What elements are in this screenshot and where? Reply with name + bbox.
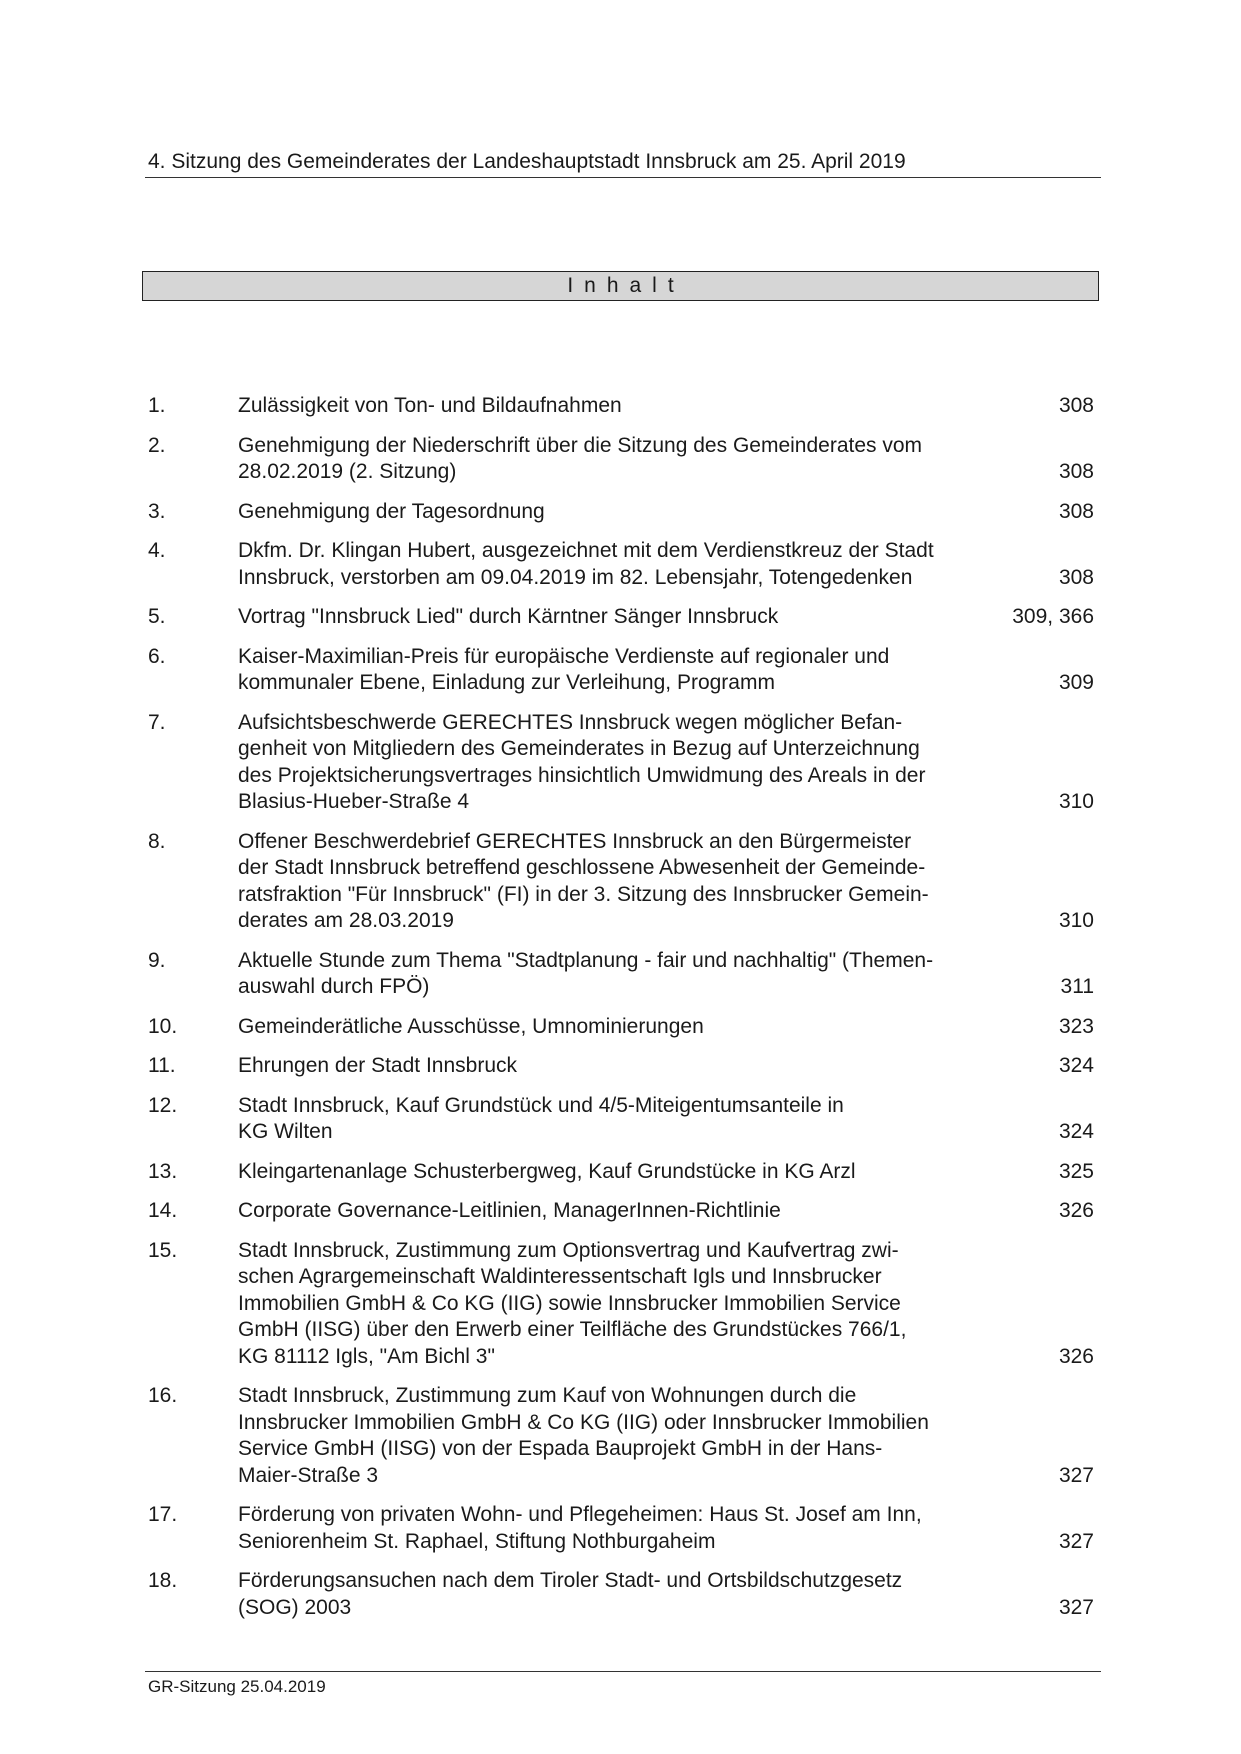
toc-entry-number: 3. [148, 499, 166, 523]
toc-entry [148, 1502, 1094, 1555]
toc-entry-title-line: Innsbrucker Immobilien GmbH & Co KG (IIG) oder Innsbrucker Immobilien [238, 1410, 929, 1434]
toc-entry-page: 325 [1058, 1159, 1094, 1183]
document-header: 4. Sitzung des Gemeinderates der Landeshauptstadt Innsbruck am 25. April 2019 [148, 150, 906, 173]
toc-entry-number: 11. [148, 1054, 176, 1077]
toc-entry-title [238, 1383, 1059, 1489]
toc-entry-title-line: Blasius-Hueber-Straße 4 [238, 790, 470, 813]
toc-entry-number: 7. [148, 710, 166, 734]
toc-entry-title [238, 948, 1061, 1001]
toc-entry-title-line: ratsfraktion "Für Innsbruck" (FI) in der 3. Sitzung des Innsbrucker Gemein- [238, 882, 929, 906]
toc-entry [148, 604, 1094, 631]
toc-entry-title [238, 829, 1059, 935]
toc-entry-page: 309 [1058, 671, 1094, 694]
toc-entry-title-line: kommunaler Ebene, Einladung zur Verleihung, Programm [238, 671, 775, 694]
toc-entry-number: 1. [148, 394, 166, 417]
toc-entry [148, 1159, 1094, 1186]
toc-entry-title-line: derates am 28.03.2019 [238, 909, 454, 932]
toc-entry-title-line: Kaiser-Maximilian-Preis für europäische Verdienste auf regionaler und [238, 644, 890, 668]
toc-entry-title-line: Stadt Innsbruck, Kauf Grundstück und 4/5-Miteigentumsanteile in [238, 1093, 844, 1117]
toc-entry [148, 710, 1094, 816]
toc-entry-title [238, 1159, 1059, 1186]
toc-entry-number: 4. [148, 539, 166, 562]
toc-entry-page: 310 [1058, 790, 1094, 813]
toc-entry-number: 14. [148, 1199, 178, 1222]
toc-entry-page: 324 [1058, 1054, 1094, 1077]
toc-entry-title-line: Service GmbH (IISG) von der Espada Bauprojekt GmbH in der Hans- [238, 1437, 883, 1460]
toc-entry-title-line: Vortrag "Innsbruck Lied" durch Kärntner Sänger Innsbruck [238, 605, 779, 628]
toc-entry [148, 1383, 1094, 1489]
toc-entry [148, 499, 1094, 526]
toc-entry-title-line: 28.02.2019 (2. Sitzung) [238, 460, 457, 483]
toc-entry-page: 326 [1058, 1199, 1094, 1222]
toc-entry-page: 309, 366 [1012, 605, 1094, 628]
toc-entry-page: 311 [1060, 975, 1094, 998]
toc-entry-title-line: Aktuelle Stunde zum Thema "Stadtplanung - fair und nachhaltig" (Themen- [238, 948, 934, 972]
toc-entry-title-line: Seniorenheim St. Raphael, Stiftung Nothburgaheim [238, 1529, 716, 1553]
toc-entry-title [238, 1568, 1059, 1621]
toc-entry-title [238, 1238, 1059, 1371]
toc-entry-title [238, 538, 1059, 591]
toc-entry-title [238, 1093, 1059, 1146]
toc-entry-page: 310 [1058, 909, 1094, 932]
toc-entry-title-line: schen Agrargemeinschaft Waldinteressentschaft Igls und Innsbrucker [238, 1265, 882, 1288]
toc-entry-title-line: Kleingartenanlage Schusterbergweg, Kauf Grundstücke in KG Arzl [238, 1159, 856, 1183]
toc-entry-title [238, 499, 1059, 526]
toc-entry-number: 2. [148, 433, 166, 457]
toc-entry-title-line: (SOG) 2003 [238, 1595, 352, 1619]
toc-entry-number: 6. [148, 644, 166, 668]
header-divider [145, 177, 1101, 178]
toc-entry-title-line: der Stadt Innsbruck betreffend geschlossene Abwesenheit der Gemeinde- [238, 856, 926, 879]
toc-entry [148, 644, 1094, 697]
toc-entry-page: 308 [1058, 460, 1094, 483]
table-of-contents [148, 393, 1094, 1634]
toc-entry [148, 538, 1094, 591]
toc-entry-title-line: auswahl durch FPÖ) [238, 975, 430, 998]
toc-entry [148, 433, 1094, 486]
toc-entry-title-line: Stadt Innsbruck, Zustimmung zum Kauf von Wohnungen durch die [238, 1384, 857, 1407]
toc-entry-title-line: des Projektsicherungsvertrages hinsichtlich Umwidmung des Areals in der [238, 763, 926, 787]
toc-entry [148, 1093, 1094, 1146]
toc-entry-number: 12. [148, 1093, 178, 1117]
toc-entry-title-line: Aufsichtsbeschwerde GERECHTES Innsbruck wegen möglicher Befan- [238, 710, 903, 734]
toc-entry-title-line: Corporate Governance-Leitlinien, ManagerInnen-Richtlinie [238, 1199, 781, 1222]
toc-entry-number: 5. [148, 605, 166, 628]
toc-entry-page: 326 [1058, 1344, 1094, 1368]
toc-entry-title-line: Maier-Straße 3 [238, 1463, 379, 1487]
toc-entry-page: 327 [1058, 1529, 1094, 1553]
toc-entry [148, 1053, 1094, 1080]
toc-entry-page: 327 [1058, 1595, 1094, 1619]
toc-entry-title [238, 1014, 1059, 1041]
toc-entry-number: 13. [148, 1159, 178, 1183]
toc-entry-title-line: Förderungsansuchen nach dem Tiroler Stadt- und Ortsbildschutzgesetz [238, 1569, 903, 1592]
toc-entry-title [238, 644, 1059, 697]
toc-entry [148, 948, 1094, 1001]
document-footer: GR-Sitzung 25.04.2019 [148, 1677, 326, 1696]
toc-entry-title-line: Innsbruck, verstorben am 09.04.2019 im 82. Lebensjahr, Totengedenken [238, 565, 913, 589]
toc-entry-number: 18. [148, 1569, 178, 1592]
toc-entry-title-line: Genehmigung der Tagesordnung [238, 499, 545, 523]
toc-entry-number: 10. [148, 1014, 178, 1038]
toc-entry-title-line: KG Wilten [238, 1120, 333, 1143]
toc-entry-page: 308 [1058, 499, 1094, 523]
toc-entry-number: 9. [148, 948, 166, 972]
toc-entry-title-line: Immobilien GmbH & Co KG (IIG) sowie Innsbrucker Immobilien Service [238, 1291, 901, 1315]
toc-entry-page: 324 [1058, 1120, 1094, 1143]
toc-entry-page: 308 [1058, 394, 1094, 417]
toc-entry-number: 16. [148, 1384, 178, 1407]
toc-entry-title [238, 433, 1059, 486]
contents-heading: Inhalt [142, 271, 1099, 301]
toc-entry-title-line: Zulässigkeit von Ton- und Bildaufnahmen [238, 394, 622, 417]
toc-entry-title-line: Ehrungen der Stadt Innsbruck [238, 1054, 518, 1077]
toc-entry [148, 393, 1094, 420]
toc-entry-title-line: genheit von Mitgliedern des Gemeinderates in Bezug auf Unterzeichnung [238, 737, 920, 760]
toc-entry-title-line: Dkfm. Dr. Klingan Hubert, ausgezeichnet mit dem Verdienstkreuz der Stadt [238, 539, 934, 562]
toc-entry-title-line: Offener Beschwerdebrief GERECHTES Innsbruck an den Bürgermeister [238, 829, 912, 853]
toc-entry-number: 8. [148, 829, 166, 853]
toc-entry-title [238, 710, 1059, 816]
toc-entry-page: 327 [1058, 1463, 1094, 1487]
toc-entry-title-line: Förderung von privaten Wohn- und Pflegeheimen: Haus St. Josef am Inn, [238, 1503, 922, 1526]
toc-entry-number: 17. [148, 1503, 178, 1526]
toc-entry [148, 1238, 1094, 1371]
toc-entry-title-line: Genehmigung der Niederschrift über die Sitzung des Gemeinderates vom [238, 433, 923, 457]
toc-entry-page: 323 [1058, 1014, 1094, 1038]
toc-entry-title-line: Stadt Innsbruck, Zustimmung zum Optionsvertrag und Kaufvertrag zwi- [238, 1238, 899, 1262]
toc-entry [148, 1198, 1094, 1225]
toc-entry-title [238, 393, 1059, 420]
toc-entry-title-line: GmbH (IISG) über den Erwerb einer Teilfläche des Grundstückes 766/1, [238, 1318, 907, 1341]
toc-entry-title [238, 1198, 1059, 1225]
toc-entry-title-line: KG 81112 Igls, "Am Bichl 3" [238, 1344, 495, 1368]
toc-entry-title [238, 1053, 1059, 1080]
footer-divider [145, 1671, 1101, 1672]
toc-entry-title [238, 1502, 1059, 1555]
toc-entry [148, 1014, 1094, 1041]
toc-entry-number: 15. [148, 1238, 178, 1262]
toc-entry-title [238, 604, 1012, 631]
toc-entry [148, 1568, 1094, 1621]
toc-entry-page: 308 [1058, 565, 1094, 589]
toc-entry-title-line: Gemeinderätliche Ausschüsse, Umnominierungen [238, 1014, 704, 1038]
toc-entry [148, 829, 1094, 935]
